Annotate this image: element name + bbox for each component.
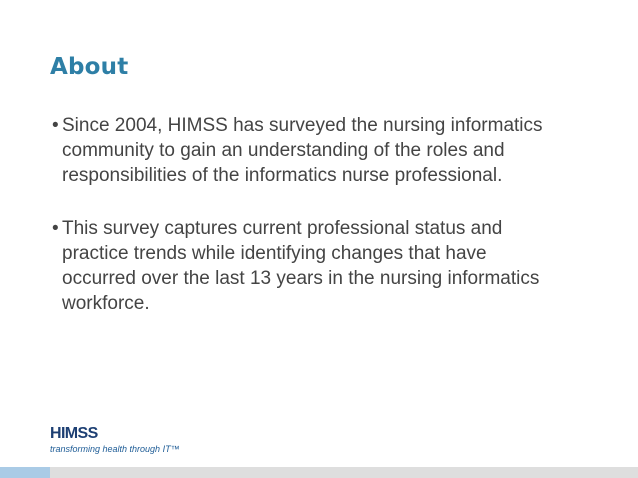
logo-tagline: transforming health through IT™	[50, 444, 180, 454]
bullet-list	[52, 113, 562, 344]
himss-logo	[50, 423, 180, 461]
bullet-item	[52, 113, 562, 188]
footer-bar	[0, 467, 638, 478]
logo-wordmark: HIMSS	[50, 425, 98, 442]
bullet-text: Since 2004, HIMSS has surveyed the nursing informatics community to gain an understanding of the roles and responsibilities of the informatics nurse professional.	[62, 115, 543, 186]
footer-accent	[0, 467, 50, 478]
slide-title: About	[50, 54, 129, 80]
bullet-dot-icon: •	[52, 218, 59, 239]
bullet-text: This survey captures current professional status and practice trends while identifying changes that have occurred over the last 13 years in the nursing informatics workforce.	[62, 218, 540, 314]
bullet-dot-icon: •	[52, 115, 59, 136]
bullet-item	[52, 216, 562, 316]
